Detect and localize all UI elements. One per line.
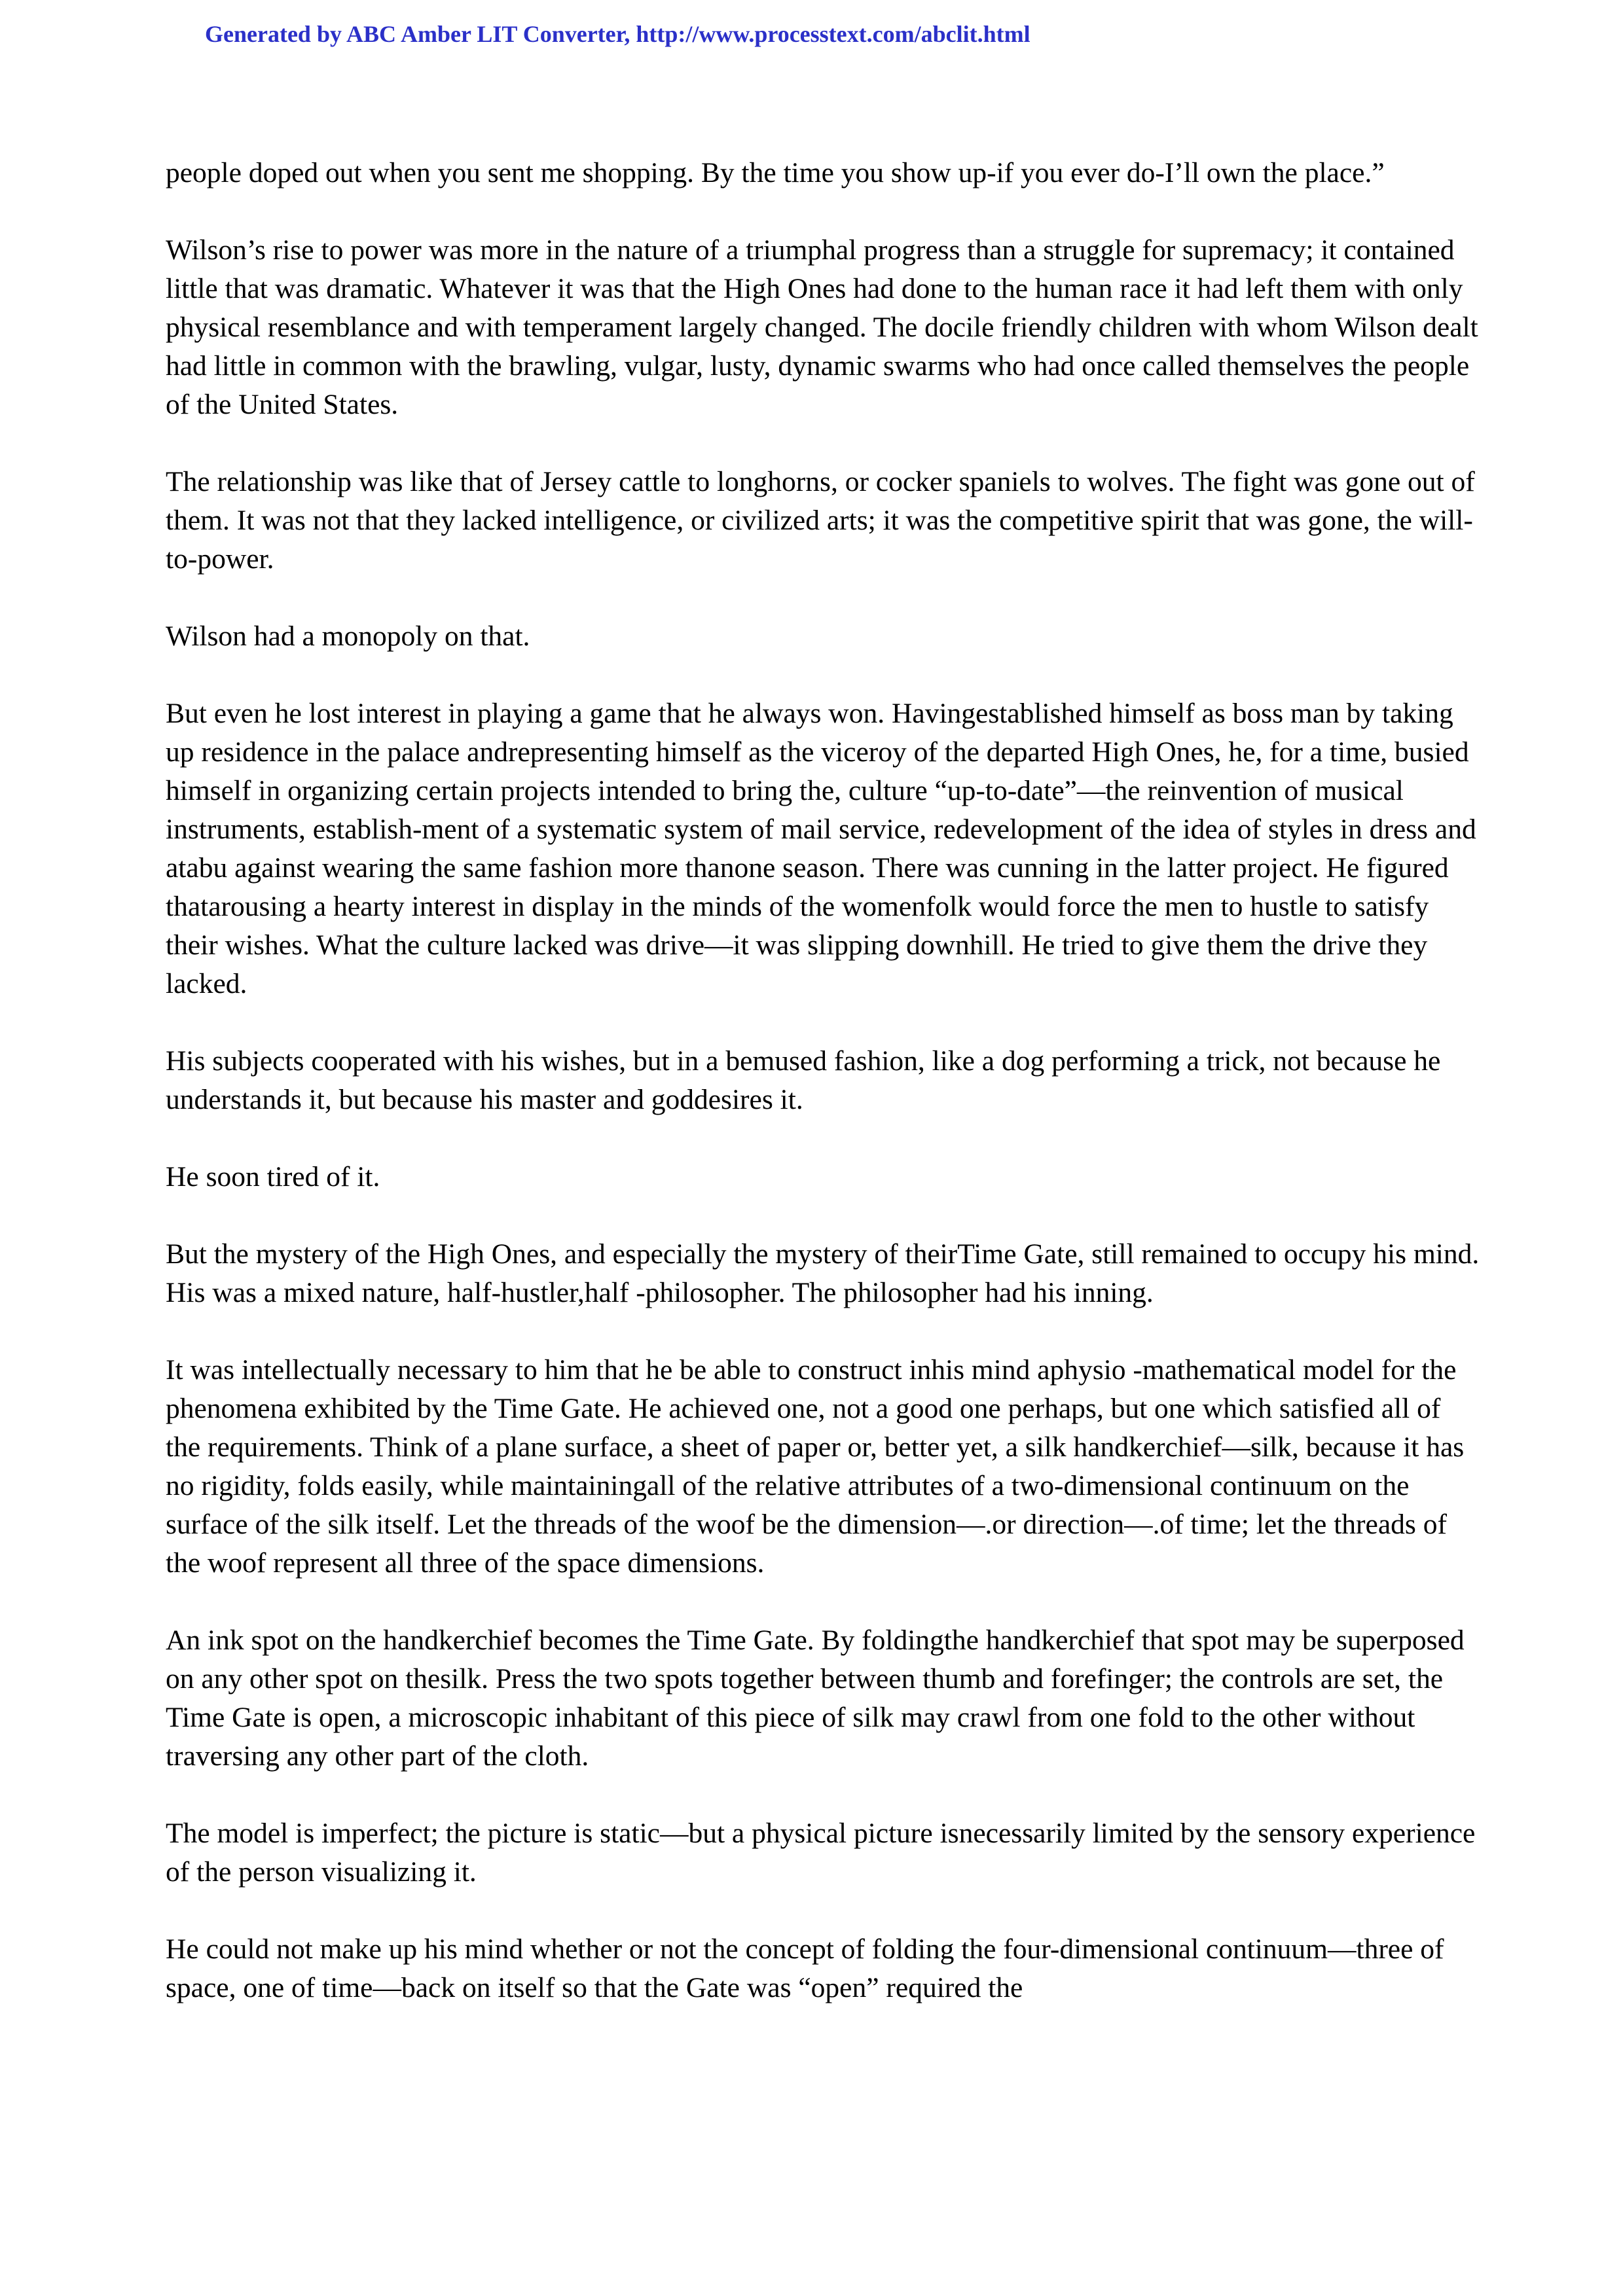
paragraph: But even he lost interest in playing a game that he always won. Havingestablished himself as boss man by taking up residence in the palace andrepresenting himself as the viceroy of the departed High Ones, he, for a time, busied himself in organizing certain projects intended to bring the, culture “up-to-date”—the reinvention of musical instruments, establish-ment of a systematic system of mail service, redevelopment of the idea of styles in dress and atabu against wearing the same fashion more thanone season. There was cunning in the latter project. He figured thatarousing a hearty interest in display in the minds of the womenfolk would force the men to hustle to satisfy their wishes. What the culture lacked was drive—it was slipping downhill. He tried to give them the drive they lacked. <box>166 698 1476 999</box>
paragraph: He soon tired of it. <box>166 1161 380 1193</box>
paragraph: It was intellectually necessary to him that he be able to construct inhis mind aphysio -mathematical model for the phenomena exhibited by the Time Gate. He achieved one, not a good one perhaps, but one which satisfied all of the requirements. Think of a plane surface, a sheet of paper or, better yet, a silk handkerchief—silk, because it has no rigidity, folds easily, while maintainingall of the relative attributes of a two-dimensional continuum on the surface of the silk itself. Let the threads of the woof be the dimension—.or direction—.of time; let the threads of the woof represent all three of the space dimensions. <box>166 1354 1465 1579</box>
document-body <box>166 154 1482 2046</box>
paragraph: An ink spot on the handkerchief becomes the Time Gate. By foldingthe handkerchief that spot may be superposed on any other spot on thesilk. Press the two spots together between thumb and forefinger; the controls are set, the Time Gate is open, a microscopic inhabitant of this piece of silk may crawl from one fold to the other without traversing any other part of the cloth. <box>166 1624 1465 1772</box>
paragraph: He could not make up his mind whether or not the concept of folding the four-dimensional continuum—three of space, one of time—back on itself so that the Gate was “open” required the <box>166 1933 1444 2003</box>
paragraph: The relationship was like that of Jersey cattle to longhorns, or cocker spaniels to wolves. The fight was gone out of them. It was not that they lacked intelligence, or civilized arts; it was the competitive spirit that was gone, the will-to-power. <box>166 466 1475 575</box>
paragraph: The model is imperfect; the picture is static—but a physical picture isnecessarily limited by the sensory experience of the person visualizing it. <box>166 1818 1476 1888</box>
paragraph: Wilson’s rise to power was more in the nature of a triumphal progress than a struggle for supremacy; it contained little that was dramatic. Whatever it was that the High Ones had done to the human race it had left them with only physical resemblance and with temperament largely changed. The docile friendly children with whom Wilson dealt had little in common with the brawling, vulgar, lusty, dynamic swarms who had once called themselves the people of the United States. <box>166 234 1478 420</box>
paragraph: But the mystery of the High Ones, and especially the mystery of theirTime Gate, still remained to occupy his mind. His was a mixed nature, half-hustler,half -philosopher. The philosopher had his inning. <box>166 1238 1480 1308</box>
converter-header-link[interactable]: Generated by ABC Amber LIT Converter, http://www.processtext.com/abclit.html <box>205 21 1030 47</box>
paragraph: Wilson had a monopoly on that. <box>166 620 530 652</box>
paragraph: His subjects cooperated with his wishes, but in a bemused fashion, like a dog performing a trick, not because he understands it, but because his master and goddesires it. <box>166 1045 1441 1115</box>
paragraph: people doped out when you sent me shopping. By the time you show up-if you ever do-I’ll own the place.” <box>166 157 1385 188</box>
